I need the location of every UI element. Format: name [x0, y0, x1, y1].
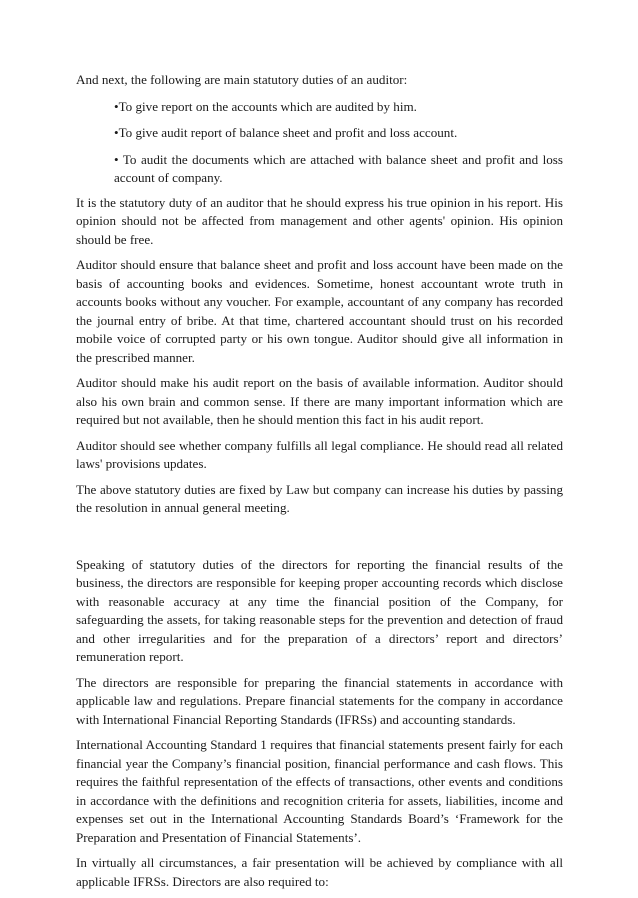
paragraph-fair-presentation: In virtually all circumstances, a fair presentation will be achieved by compliance with all applicable IFRSs. Directors are also required to: — [76, 855, 563, 889]
paragraph-auditor-opinion: It is the statutory duty of an auditor that he should express his true opinion in his report. His opinion should not be affected from management and other agents' opinion. His opinion should be free. — [76, 194, 563, 247]
list-item: •To give report on the accounts which are audited by him. — [114, 98, 417, 114]
section-gap — [76, 525, 563, 556]
paragraph-auditor-ensure: Auditor should ensure that balance sheet and profit and loss account have been made on the basis of accounting books and evidences. Sometime, honest accountant wrote truth in accounts books without any voucher. For example, accountant of any company has recorded the journal entry of bribe. At that time, chartered accountant should trust on his recorded mobile voice of corrupted party or his own tongue. Auditor should give all information in the prescribed manner. — [76, 257, 563, 365]
document-page — [76, 71, 563, 898]
list-item: • To audit the documents which are attached with balance sheet and profit and loss account of company. — [114, 151, 563, 185]
paragraph-auditor-fixed-by-law: The above statutory duties are fixed by Law but company can increase his duties by passing the resolution in annual general meeting. — [76, 481, 563, 515]
paragraph-auditor-report-basis: Auditor should make his audit report on the basis of available information. Auditor should also his own brain and common sense. If there are many important information which are required but not available, then he should mention this fact in his audit report. — [76, 375, 563, 427]
intro-paragraph: And next, the following are main statutory duties of an auditor: — [76, 72, 408, 87]
paragraph-directors-prepare: The directors are responsible for preparing the financial statements in accordance with applicable law and regulations. Prepare financial statements for the company in accordance with International Financial Reporting Standards (IFRSs) and accounting standards. — [76, 674, 563, 727]
paragraph-auditor-compliance: Auditor should see whether company fulfills all legal compliance. He should read all related laws' provisions updates. — [76, 437, 563, 471]
list-item: •To give audit report of balance sheet and profit and loss account. — [114, 125, 458, 140]
paragraph-directors-responsibilities: Speaking of statutory duties of the directors for reporting the financial results of the business, the directors are responsible for keeping proper accounting records which disclose with reasonable accuracy at any time the financial position of the Company, for safeguarding the assets, for taking reasonable steps for the prevention and detection of fraud and other irregularities and for the preparation of a directors’ report and directors’ remuneration report. — [76, 556, 563, 664]
paragraph-ias1: International Accounting Standard 1 requires that financial statements present fairly for each financial year the Company’s financial position, financial performance and cash flows. This requires the faithful representation of the effects of transactions, other events and conditions in accordance with the definitions and recognition criteria for assets, liabilities, income and expenses set out in the International Accounting Standards Board’s ‘Framework for the Preparation and Presentation of Financial Statements’. — [76, 737, 563, 845]
auditor-duties-list — [76, 98, 563, 188]
